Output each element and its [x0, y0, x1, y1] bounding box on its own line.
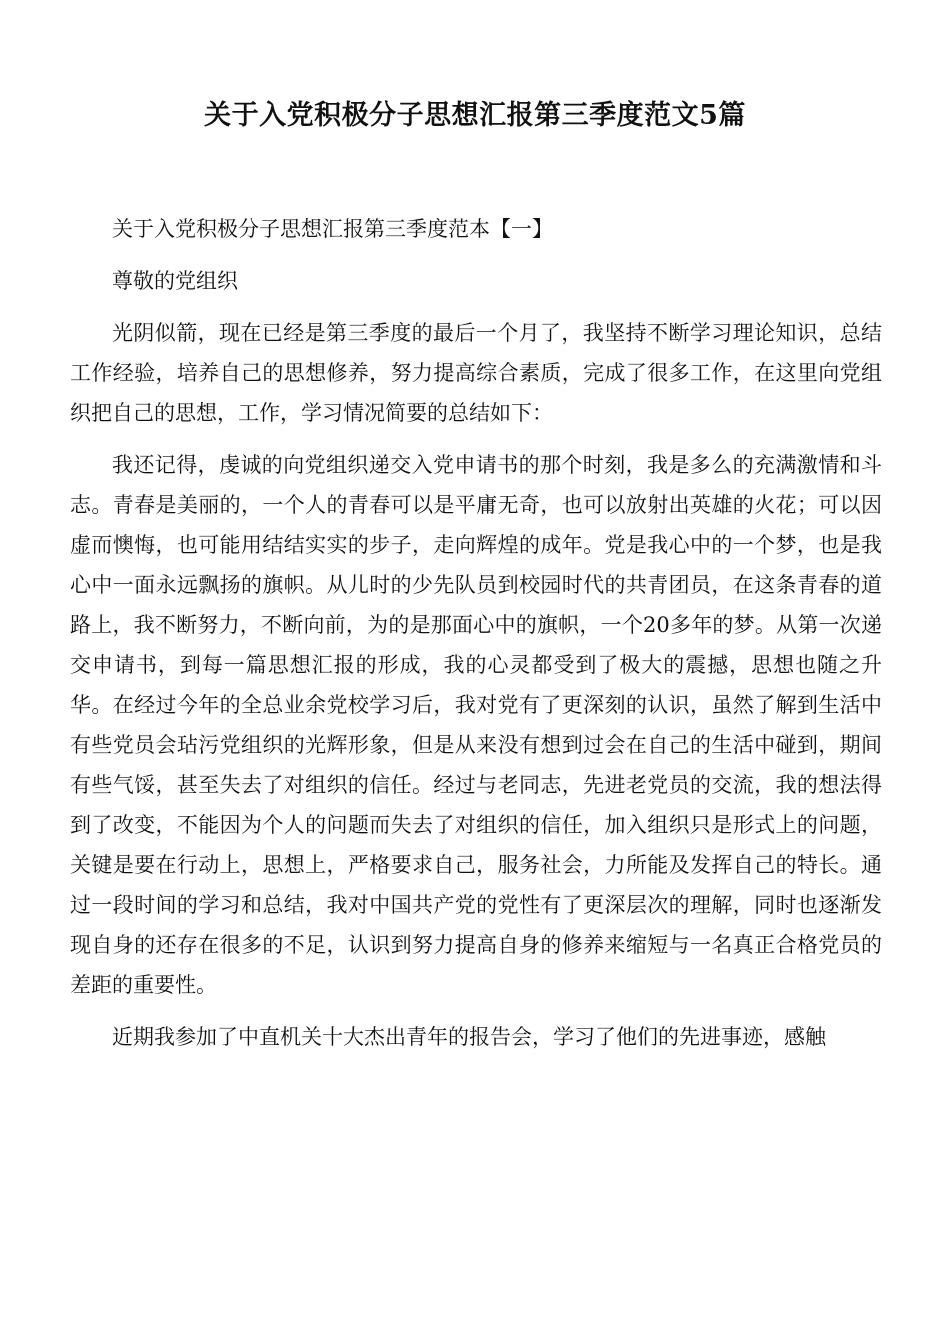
- paragraph: 近期我参加了中直机关十大杰出青年的报告会，学习了他们的先进事迹，感触: [112, 1025, 826, 1049]
- paragraph: 光阴似箭，现在已经是第三季度的最后一个月了，我坚持不断学习理论知识，总结工作经验，培养自己的思想修养，努力提高综合素质，完成了很多工作，在这里向党组织把自己的思想，工作，学习情况简要的总结如下：: [70, 321, 882, 425]
- section-heading: 关于入党积极分子思想汇报第三季度范本【一】: [112, 217, 553, 241]
- salutation: 尊敬的党组织: [112, 269, 238, 293]
- document-title: 关于入党积极分子思想汇报第三季度范文5篇: [204, 100, 746, 131]
- document-body: [70, 209, 882, 1069]
- paragraph: 我还记得，虔诚的向党组织递交入党申请书的那个时刻，我是多么的充满激情和斗志。青春是美丽的，一个人的青春可以是平庸无奇，也可以放射出英雄的火花；可以因虚而懊悔，也可能用结结实实的步子，走向辉煌的成年。党是我心中的一个梦，也是我心中一面永远飘扬的旗帜。从儿时的少先队员到校园时代的共青团员，在这条青春的道路上，我不断努力，不断向前，为的是那面心中的旗帜，一个20多年的梦。从第一次递交申请书，到每一篇思想汇报的形成，我的心灵都受到了极大的震撼，思想也随之升华。在经过今年的全总业余党校学习后，我对党有了更深刻的认识，虽然了解到生活中有些党员会玷污党组织的光辉形象，但是从来没有想到过会在自己的生活中碰到，期间有些气馁，甚至失去了对组织的信任。经过与老同志，先进老党员的交流，我的想法得到了改变，不能因为个人的问题而失去了对组织的信任，加入组织只是形式上的问题，关键是要在行动上，思想上，严格要求自己，服务社会，力所能及发挥自己的特长。通过一段时间的学习和总结，我对中国共产党的党性有了更深层次的理解，同时也逐渐发现自身的还存在很多的不足，认识到努力提高自身的修养来缩短与一名真正合格党员的差距的重要性。: [70, 453, 882, 997]
